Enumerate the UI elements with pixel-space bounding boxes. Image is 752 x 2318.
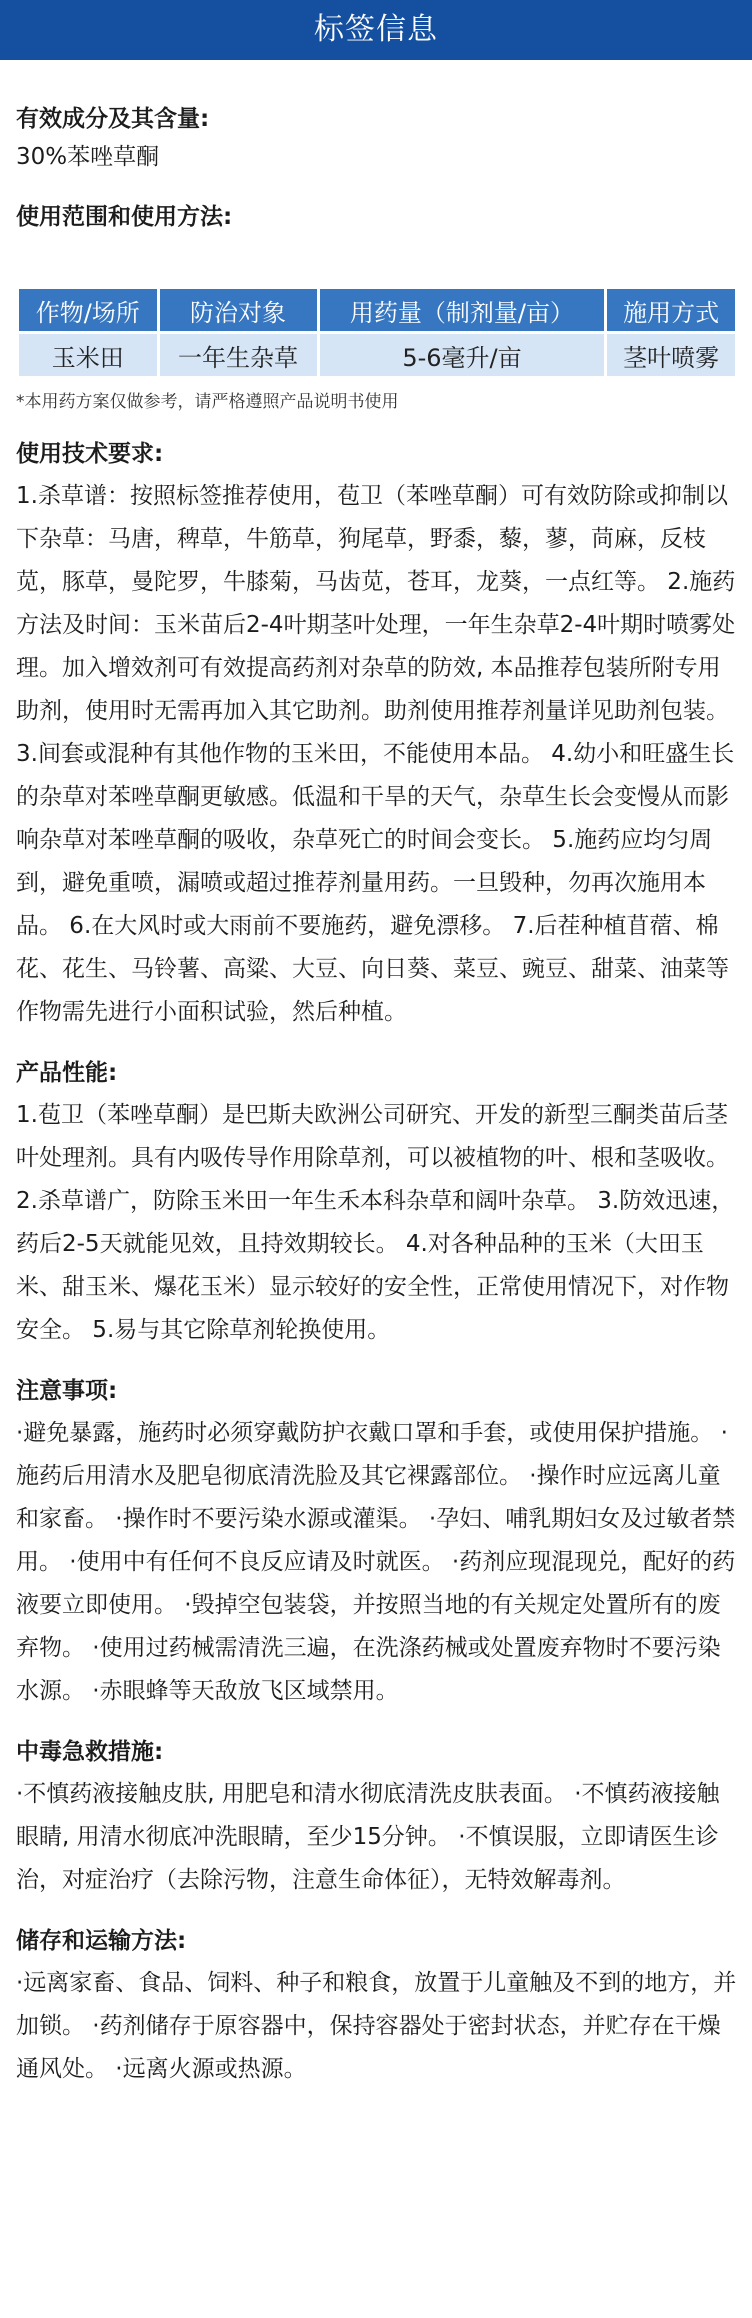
page-title: 标签信息 bbox=[314, 12, 438, 47]
usage-table bbox=[16, 286, 738, 379]
usage-note: *本用药方案仅做参考，请严格遵照产品说明书使用 bbox=[16, 392, 399, 412]
first-aid-title: 中毒急救措施: bbox=[16, 1739, 164, 1765]
performance-text: 1.苞卫（苯唑草酮）是巴斯夫欧洲公司研究、开发的新型三酮类苗后茎叶处理剂。具有内吸传导作用除草剂，可以被植物的叶、根和茎吸收。 2.杀草谱广，防除玉米田一年生禾本科杂草和阔叶杂草。 3.防效迅速，药后2-5天就能见效，且持效期较长。 4.对各种品种的玉米（大田玉米、甜玉米、爆花玉米）显示较好的安全性，正常使用情况下，对作物安全。 5.易与其它除草剂轮换使用。 bbox=[16, 1102, 735, 1343]
label-content bbox=[0, 60, 752, 2091]
cell-crop: 玉米田 bbox=[19, 334, 157, 376]
storage-section bbox=[16, 1924, 738, 2091]
header-target: 防治对象 bbox=[160, 289, 317, 331]
ingredients-section bbox=[16, 60, 738, 174]
precautions-section bbox=[16, 1374, 738, 1713]
cell-method: 茎叶喷雾 bbox=[607, 334, 735, 376]
cell-target: 一年生杂草 bbox=[160, 334, 317, 376]
precautions-title: 注意事项: bbox=[16, 1378, 118, 1404]
technique-section bbox=[16, 437, 738, 1034]
technique-text: 1.杀草谱：按照标签推荐使用，苞卫（苯唑草酮）可有效防除或抑制以下杂草：马唐，稗草，牛筋草，狗尾草，野黍，藜，蓼，苘麻，反枝苋，豚草，曼陀罗，牛膝菊，马齿苋，苍耳，龙葵，一点红等。 2.施药方法及时间：玉米苗后2-4叶期茎叶处理，一年生杂草2-4叶期时喷雾处理。加入增效剂可有效提高药剂对杂草的防效, 本品推荐包装所附专用助剂，使用时无需再加入其它助剂。助剂使用推荐剂量详见助剂包装。 3.间套或混种有其他作物的玉米田，不能使用本品。 4.幼小和旺盛生长的杂草对苯唑草酮更敏感。低温和干旱的天气，杂草生长会变慢从而影响杂草对苯唑草酮的吸收，杂草死亡的时间会变长。 5.施药应均匀周到，避免重喷，漏喷或超过推荐剂量用药。一旦毁种，勿再次施用本品。 6.在大风时或大雨前不要施药，避免漂移。 7.后茬种植苜蓿、棉花、花生、马铃薯、高粱、大豆、向日葵、菜豆、豌豆、甜菜、油菜等作物需先进行小面积试验，然后种植。 bbox=[16, 483, 736, 1025]
usage-title: 使用范围和使用方法: bbox=[16, 204, 233, 230]
first-aid-text: ·不慎药液接触皮肤, 用肥皂和清水彻底清洗皮肤表面。 ·不慎药液接触眼睛, 用清水彻底冲洗眼睛，至少15分钟。 ·不慎误服，立即请医生诊治，对症治疗（去除污物，注意生命体征），无特效解毒剂。 bbox=[16, 1781, 720, 1893]
cell-dosage: 5-6毫升/亩 bbox=[320, 334, 605, 376]
usage-section bbox=[16, 200, 738, 415]
usage-table-header-row bbox=[19, 289, 735, 331]
page-header bbox=[0, 0, 752, 60]
header-crop: 作物/场所 bbox=[19, 289, 157, 331]
precautions-text: ·避免暴露，施药时必须穿戴防护衣戴口罩和手套，或使用保护措施。 ·施药后用清水及肥皂彻底清洗脸及其它裸露部位。 ·操作时应远离儿童和家畜。 ·操作时不要污染水源或灌渠。 ·孕妇、哺乳期妇女及过敏者禁用。 ·使用中有任何不良反应请及时就医。 ·药剂应现混现兑，配好的药液要立即使用。 ·毁掉空包装袋，并按照当地的有关规定处置所有的废弃物。 ·使用过药械需清洗三遍，在洗涤药械或处置废弃物时不要污染水源。 ·赤眼蜂等天敌放飞区域禁用。 bbox=[16, 1420, 736, 1704]
performance-title: 产品性能: bbox=[16, 1060, 118, 1086]
technique-title: 使用技术要求: bbox=[16, 441, 164, 467]
storage-text: ·远离家畜、食品、饲料、种子和粮食，放置于儿童触及不到的地方，并加锁。 ·药剂储存于原容器中，保持容器处于密封状态，并贮存在干燥通风处。 ·远离火源或热源。 bbox=[16, 1970, 737, 2082]
storage-title: 储存和运输方法: bbox=[16, 1928, 187, 1954]
performance-section bbox=[16, 1056, 738, 1352]
header-dosage: 用药量（制剂量/亩） bbox=[320, 289, 605, 331]
ingredients-title: 有效成分及其含量: bbox=[16, 106, 210, 132]
table-row bbox=[19, 334, 735, 376]
header-method: 施用方式 bbox=[607, 289, 735, 331]
ingredients-value: 30%苯唑草酮 bbox=[16, 144, 160, 170]
first-aid-section bbox=[16, 1735, 738, 1902]
